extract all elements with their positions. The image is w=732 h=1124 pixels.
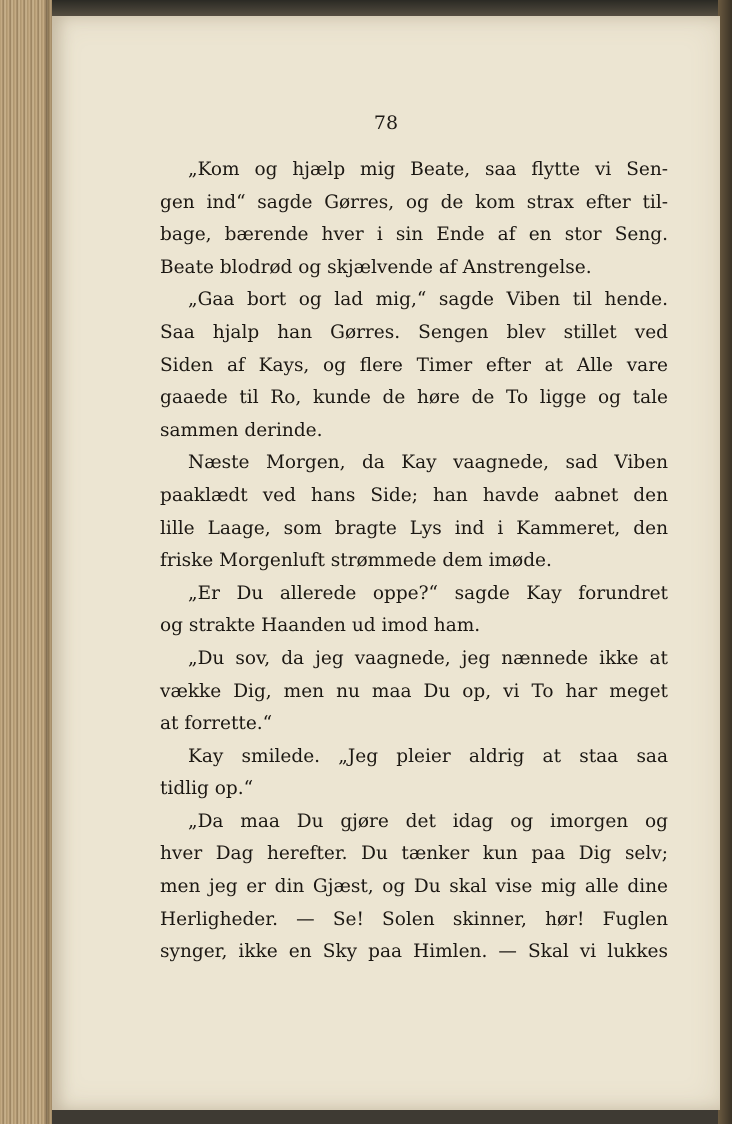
text-line: synger, ikke en Sky paa Himlen. — Skal vi lukkes bbox=[160, 941, 668, 963]
text-line: sammen derinde. bbox=[160, 419, 323, 441]
text-line: tidlig op.“ bbox=[160, 778, 254, 800]
text-line: Siden af Kays, og flere Timer efter at Alle vare bbox=[160, 354, 668, 376]
text-line: Beate blodrød og skjælvende af Anstrengelse. bbox=[160, 256, 592, 278]
text-line: Kay smilede. „Jeg pleier aldrig at staa saa bbox=[188, 745, 668, 767]
text-line: Herligheder. — Se! Solen skinner, hør! Fuglen bbox=[160, 908, 668, 930]
text-line: og strakte Haanden ud imod ham. bbox=[160, 615, 481, 637]
text-line: „Da maa Du gjøre det idag og imorgen og bbox=[188, 810, 668, 832]
text-line: men jeg er din Gjæst, og Du skal vise mig alle dine bbox=[160, 876, 668, 898]
text-line: paaklædt ved hans Side; han havde aabnet den bbox=[160, 484, 668, 506]
text-line: hver Dag herefter. Du tænker kun paa Dig selv; bbox=[160, 843, 668, 865]
text-line: at forrette.“ bbox=[160, 713, 273, 735]
text-line: „Gaa bort og lad mig,“ sagde Viben til hende. bbox=[188, 289, 668, 311]
text-line: Næste Morgen, da Kay vaagnede, sad Viben bbox=[188, 452, 668, 474]
text-line: bage, bærende hver i sin Ende af en stor Seng. bbox=[160, 224, 668, 246]
text-line: „Er Du allerede oppe?“ sagde Kay forundret bbox=[188, 582, 668, 604]
book-cover-right-edge bbox=[718, 0, 732, 1124]
text-line: vække Dig, men nu maa Du op, vi To har meget bbox=[160, 680, 668, 702]
text-line: „Du sov, da jeg vaagnede, jeg nænnede ikke at bbox=[188, 647, 668, 669]
book-page bbox=[52, 16, 720, 1110]
text-line: Saa hjalp han Gørres. Sengen blev stillet ved bbox=[160, 321, 668, 343]
text-line: gaaede til Ro, kunde de høre de To ligge og tale bbox=[160, 387, 668, 409]
page-number: 78 bbox=[373, 112, 399, 134]
text-line: lille Laage, som bragte Lys ind i Kammeret, den bbox=[160, 517, 668, 539]
page-edges-left bbox=[0, 0, 52, 1124]
text-line: gen ind“ sagde Gørres, og de kom strax efter til- bbox=[160, 191, 668, 213]
text-line: friske Morgenluft strømmede dem imøde. bbox=[160, 550, 552, 572]
body-text bbox=[160, 154, 668, 969]
text-line: „Kom og hjælp mig Beate, saa flytte vi Sen- bbox=[188, 159, 668, 180]
